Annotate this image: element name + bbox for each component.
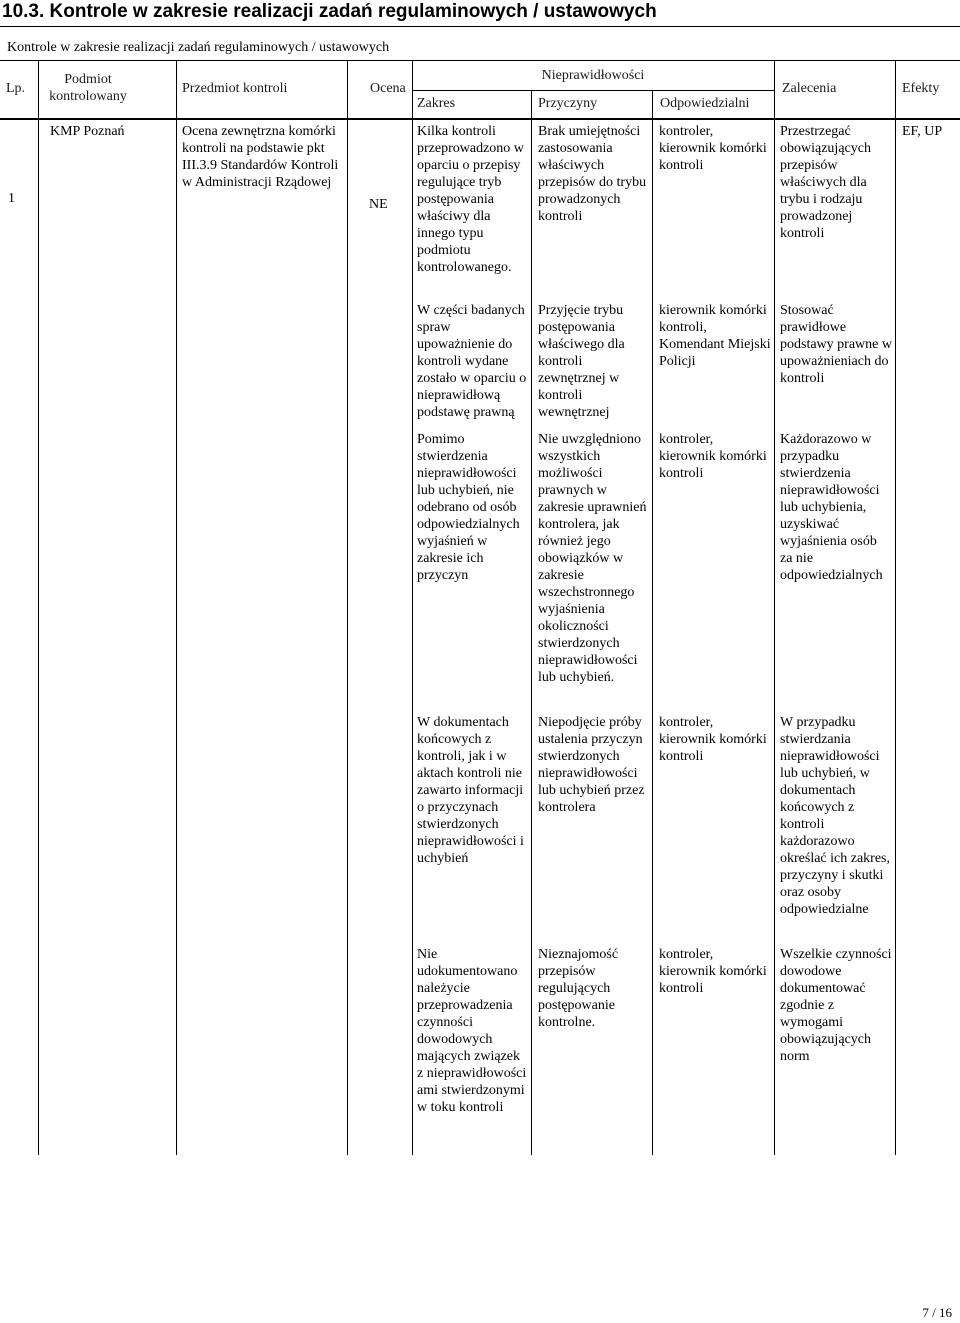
header-efekty: Efekty xyxy=(902,81,940,96)
header-przyczyny: Przyczyny xyxy=(538,96,598,111)
finding-odpowiedzialni: kontroler, kierownik komórki kontroli xyxy=(659,124,767,173)
col-rule-6 xyxy=(652,90,653,1155)
cell-lp: 1 xyxy=(8,191,15,206)
header-lp: Lp. xyxy=(6,81,26,96)
heading-rule xyxy=(0,26,960,27)
header-subrow-rule xyxy=(412,90,774,91)
table-border-top xyxy=(0,60,960,61)
finding-zakres: Nie udokumentowano należycie przeprowadzenia czynności dowodowych mających związek z nieprawidłowości ami stwierdzonymi w toku kontroli xyxy=(417,947,527,1115)
header-przedmiot: Przedmiot kontroli xyxy=(182,81,288,96)
finding-przyczyny: Niepodjęcie próby ustalenia przyczyn stwierdzonych nieprawidłowości lub uchybień przez kontrolera xyxy=(538,715,645,815)
finding-przyczyny: Brak umiejętności zastosowania właściwych przepisów do trybu prowadzonych kontroli xyxy=(538,124,647,224)
page-number: 7 / 16 xyxy=(922,1305,952,1320)
finding-zalecenia: Wszelkie czynności dowodowe dokumentować zgodnie z wymogami obowiązujących norm xyxy=(780,947,892,1064)
finding-zalecenia: W przypadku stwierdzania nieprawidłowości lub uchybień, w dokumentach końcowych z kontroli każdorazowo określać ich zakres, przyczyny i skutki oraz osoby odpowiedzialne xyxy=(780,715,890,917)
col-rule-7 xyxy=(774,60,775,1155)
finding-przyczyny: Przyjęcie trybu postępowania właściwego dla kontroli zewnętrznej w kontroli wewnętrznej xyxy=(538,303,625,420)
header-ocena: Ocena xyxy=(370,81,406,96)
finding-zalecenia: Każdorazowo w przypadku stwierdzenia nieprawidłowości lub uchybienia, uzyskiwać wyjaśnienia osób za nie odpowiedzialnych xyxy=(780,432,883,583)
header-bottom-rule xyxy=(0,118,960,120)
cell-ocena: NE xyxy=(369,197,388,212)
finding-odpowiedzialni: kontroler, kierownik komórki kontroli xyxy=(659,947,767,996)
finding-zalecenia: Przestrzegać obowiązujących przepisów właściwych dla trybu i rodzaju prowadzonej kontroli xyxy=(780,124,871,241)
col-rule-5 xyxy=(531,90,532,1155)
header-zakres: Zakres xyxy=(417,96,456,111)
header-zalecenia: Zalecenia xyxy=(782,81,837,96)
finding-zakres: Pomimo stwierdzenia nieprawidłowości lub uchybień, nie odebrano od osób odpowiedzialnych wyjaśnień w zakresie ich przyczyn xyxy=(417,432,520,583)
finding-przyczyny: Nie uwzględniono wszystkich możliwości prawnych w zakresie uprawnień kontrolera, jak również jego obowiązków w zakresie wszechstronnego wyjaśnienia okoliczności stwierdzonych nieprawidłowości lub uchybień. xyxy=(538,432,647,685)
col-rule-8 xyxy=(895,60,896,1155)
finding-zakres: W części badanych spraw upoważnienie do kontroli wydane zostało w oparciu o nieprawidłową podstawę prawną xyxy=(417,303,527,420)
header-nieprawidlowosci: Nieprawidłowości xyxy=(541,68,645,83)
finding-zalecenia: Stosować prawidłowe podstawy prawne w upoważnieniach do kontroli xyxy=(780,303,892,386)
finding-odpowiedzialni: kontroler, kierownik komórki kontroli xyxy=(659,715,767,764)
finding-zakres: W dokumentach końcowych z kontroli, jak i w aktach kontroli nie zawarto informacji o przyczynach stwierdzonych nieprawidłowości i uchybień xyxy=(417,715,524,866)
cell-efekty: EF, UP xyxy=(902,124,943,139)
header-podmiot: Podmiot kontrolowany xyxy=(49,72,127,104)
cell-przedmiot: Ocena zewnętrzna komórki kontroli na podstawie pkt III.3.9 Standardów Kontroli w Administracji Rządowej xyxy=(182,124,339,190)
finding-zakres: Kilka kontroli przeprowadzono w oparciu o przepisy regulujące tryb postępowania właściwy dla innego typu podmiotu kontrolowanego. xyxy=(417,124,524,275)
finding-odpowiedzialni: kierownik komórki kontroli, Komendant Miejski Policji xyxy=(659,303,771,369)
finding-przyczyny: Nieznajomość przepisów regulujących postępowanie kontrolne. xyxy=(538,947,619,1030)
cell-podmiot: KMP Poznań xyxy=(50,124,125,139)
finding-odpowiedzialni: kontroler, kierownik komórki kontroli xyxy=(659,432,767,481)
col-rule-2 xyxy=(176,60,177,1155)
controls-table xyxy=(0,60,960,1155)
col-rule-1 xyxy=(38,60,39,1155)
page-heading: 10.3. Kontrole w zakresie realizacji zadań regulaminowych / ustawowych xyxy=(2,1,657,22)
table-caption: Kontrole w zakresie realizacji zadań regulaminowych / ustawowych xyxy=(7,40,390,55)
header-odpowiedzialni: Odpowiedzialni xyxy=(660,96,750,111)
col-rule-4 xyxy=(412,60,413,1155)
col-rule-3 xyxy=(347,60,348,1155)
